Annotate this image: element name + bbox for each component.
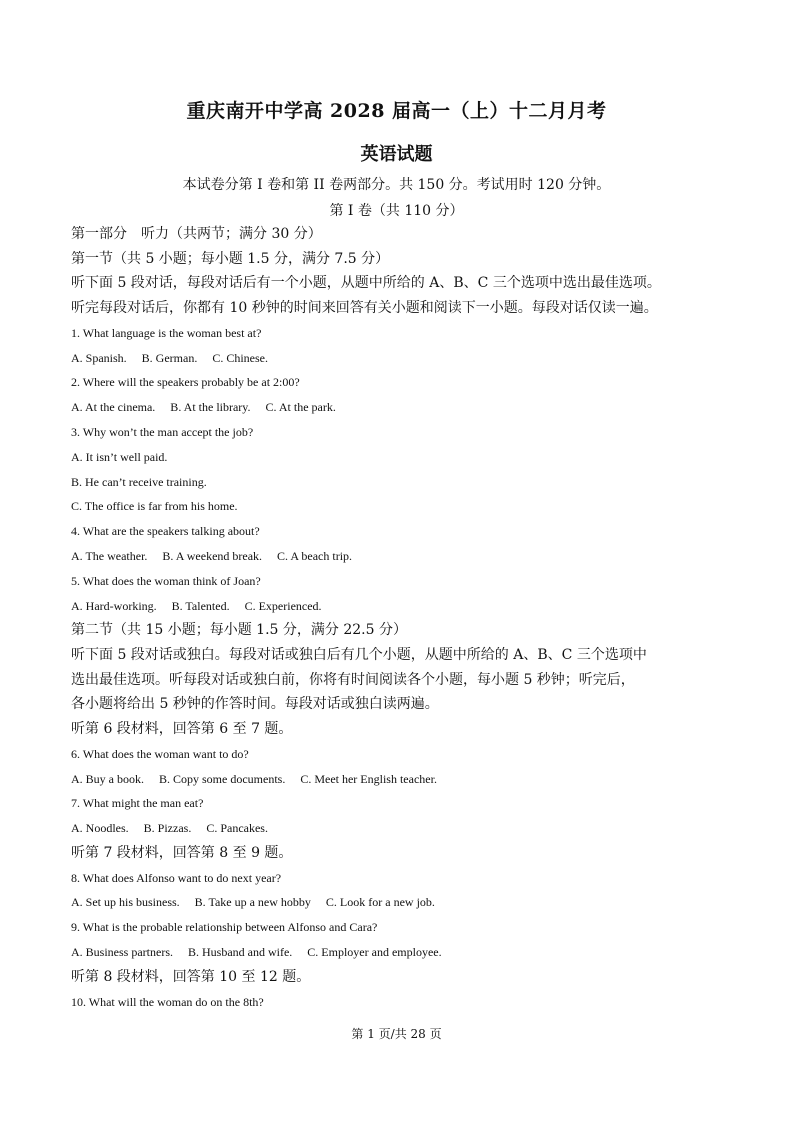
question: 5. What does the woman think of Joan? [71, 573, 261, 588]
question: 7. What might the man eat? [71, 796, 204, 811]
section-heading: 第一节（共 5 小题；每小题 1.5 分，满分 7.5 分） [71, 250, 390, 267]
material-heading: 听第 8 段材料，回答第 10 至 12 题。 [71, 968, 311, 985]
instruction: 各小题将给出 5 秒钟的作答时间。每段对话或独白读两遍。 [71, 696, 439, 713]
question-options: A. Business partners. B. Husband and wife. C. Employer and employee. [71, 945, 442, 960]
question: 2. Where will the speakers probably be at 2:00? [71, 375, 300, 390]
question: 6. What does the woman want to do? [71, 746, 249, 761]
question-options: A. Set up his business. B. Take up a new hobby C. Look for a new job. [71, 895, 435, 910]
question: 8. What does Alfonso want to do next year? [71, 870, 282, 885]
question-options: A. Hard-working. B. Talented. C. Experienced. [71, 598, 322, 613]
instruction: 选出最佳选项。听每段对话或独白前，你将有时间阅读各个小题，每小题 5 秒钟；听完后， [71, 671, 635, 688]
question: 10. What will the woman do on the 8th? [71, 994, 264, 1009]
question: 3. Why won’t the man accept the job? [71, 424, 254, 439]
question-option: C. The office is far from his home. [71, 499, 238, 514]
exam-title: 重庆南开中学高 2028 届高一（上）十二月月考 [186, 100, 607, 122]
question: 4. What are the speakers talking about? [71, 524, 260, 539]
question-options: A. At the cinema. B. At the library. C. At the park. [71, 400, 336, 415]
instruction: 听下面 5 段对话，每段对话后有一个小题，从题中所给的 A、B、C 三个选项中选出最佳选项。 [71, 275, 661, 292]
instruction: 听下面 5 段对话或独白。每段对话或独白后有几个小题，从题中所给的 A、B、C 三个选项中 [71, 647, 647, 663]
volume-heading: 第 I 卷（共 110 分） [329, 203, 464, 219]
question-options: A. The weather. B. A weekend break. C. A beach trip. [71, 548, 353, 563]
question-options: A. Noodles. B. Pizzas. C. Pancakes. [71, 821, 268, 836]
material-heading: 听第 6 段材料，回答第 6 至 7 题。 [71, 721, 293, 738]
exam-content [71, 222, 751, 1014]
question: 9. What is the probable relationship between Alfonso and Cara? [71, 920, 378, 935]
question-options: A. Spanish. B. German. C. Chinese. [71, 350, 268, 365]
material-heading: 听第 7 段材料，回答第 8 至 9 题。 [71, 844, 293, 861]
question-option: A. It isn’t well paid. [71, 449, 168, 464]
exam-meta: 本试卷分第 I 卷和第 II 卷两部分。共 150 分。考试用时 120 分钟。 [182, 177, 611, 193]
exam-subtitle: 英语试题 [360, 144, 433, 165]
question: 1. What language is the woman best at? [71, 325, 262, 340]
question-options: A. Buy a book. B. Copy some documents. C. Meet her English teacher. [71, 771, 437, 786]
page-number: 第 1 页/共 28 页 [351, 1027, 442, 1041]
question-option: B. He can’t receive training. [71, 474, 207, 489]
part-heading: 第一部分 听力（共两节；满分 30 分） [71, 226, 322, 242]
instruction: 听完每段对话后，你都有 10 秒钟的时间来回答有关小题和阅读下一小题。每段对话仅读一遍。 [71, 300, 658, 317]
section-heading: 第二节（共 15 小题；每小题 1.5 分，满分 22.5 分） [71, 622, 407, 639]
